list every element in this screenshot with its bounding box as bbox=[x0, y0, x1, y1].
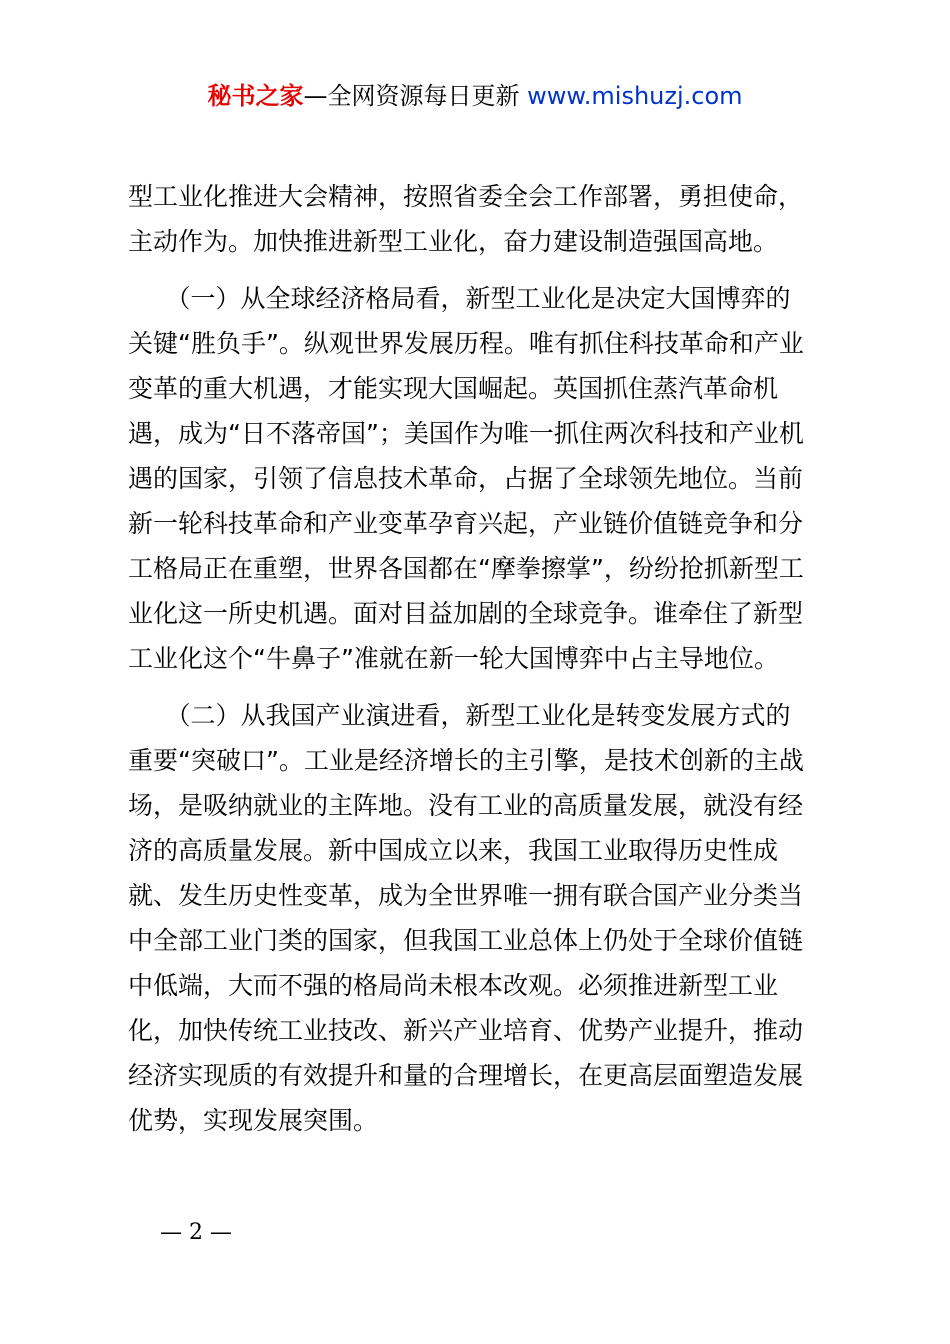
paragraph-1 bbox=[128, 174, 836, 264]
text-line: 工业化这个“牛鼻子”准就在新一轮大国博弈中占主导地位。 bbox=[128, 644, 779, 673]
text-line: 中低端，大而不强的格局尚未根本改观。必须推进新型工业 bbox=[128, 971, 779, 1000]
text-line: 遇的国家，引领了信息技术革命，占据了全球领先地位。当前 bbox=[128, 464, 804, 493]
document-body bbox=[128, 174, 836, 1143]
paragraph-2 bbox=[128, 276, 836, 681]
website-url-link[interactable]: www.mishuzj.com bbox=[527, 82, 743, 110]
text-line: 工格局正在重塑，世界各国都在“摩拳擦掌”，纷纷抢抓新型工 bbox=[128, 554, 804, 583]
text-line: 新一轮科技革命和产业变革孕育兴起，产业链价值链竞争和分 bbox=[128, 509, 804, 538]
slogan-text: —全网资源每日更新 bbox=[303, 82, 520, 110]
text-line: 变革的重大机遇，才能实现大国崛起。英国抓住蒸汽革命机 bbox=[128, 374, 779, 403]
text-line: 中全部工业门类的国家，但我国工业总体上仍处于全球价值链 bbox=[128, 926, 804, 955]
text-line: 主动作为。加快推进新型工业化，奋力建设制造强国高地。 bbox=[128, 227, 779, 256]
brand-name: 秘书之家 bbox=[207, 82, 304, 110]
text-line: 经济实现质的有效提升和量的合理增长，在更高层面塑造发展 bbox=[128, 1061, 804, 1090]
text-line: 重要“突破口”。工业是经济增长的主引擎，是技术创新的主战 bbox=[128, 746, 804, 775]
text-line: 优势，实现发展突围。 bbox=[128, 1106, 379, 1135]
text-line: 型工业化推进大会精神，按照省委全会工作部署，勇担使命， bbox=[128, 182, 804, 211]
paragraph-3 bbox=[128, 693, 836, 1143]
text-line: 济的高质量发展。新中国成立以来，我国工业取得历史性成 bbox=[128, 836, 779, 865]
text-line: 就、发生历史性变革，成为全世界唯一拥有联合国产业分类当 bbox=[128, 881, 804, 910]
page-number: — 2 — bbox=[160, 1220, 232, 1245]
text-line: 关键“胜负手”。纵观世界发展历程。唯有抓住科技革命和产业 bbox=[128, 329, 804, 358]
text-line: 遇，成为“日不落帝国”；美国作为唯一抓住两次科技和产业机 bbox=[128, 419, 804, 448]
text-line: 化，加快传统工业技改、新兴产业培育、优势产业提升，推动 bbox=[128, 1016, 804, 1045]
text-line: （一）从全球经济格局看，新型工业化是决定大国博弈的 bbox=[128, 284, 791, 313]
text-line: 业化这一所史机遇。面对目益加剧的全球竞争。谁牵住了新型 bbox=[128, 599, 804, 628]
text-line: （二）从我国产业演进看，新型工业化是转变发展方式的 bbox=[128, 701, 791, 730]
site-header-banner bbox=[0, 80, 950, 112]
text-line: 场，是吸纳就业的主阵地。没有工业的高质量发展，就没有经 bbox=[128, 791, 804, 820]
